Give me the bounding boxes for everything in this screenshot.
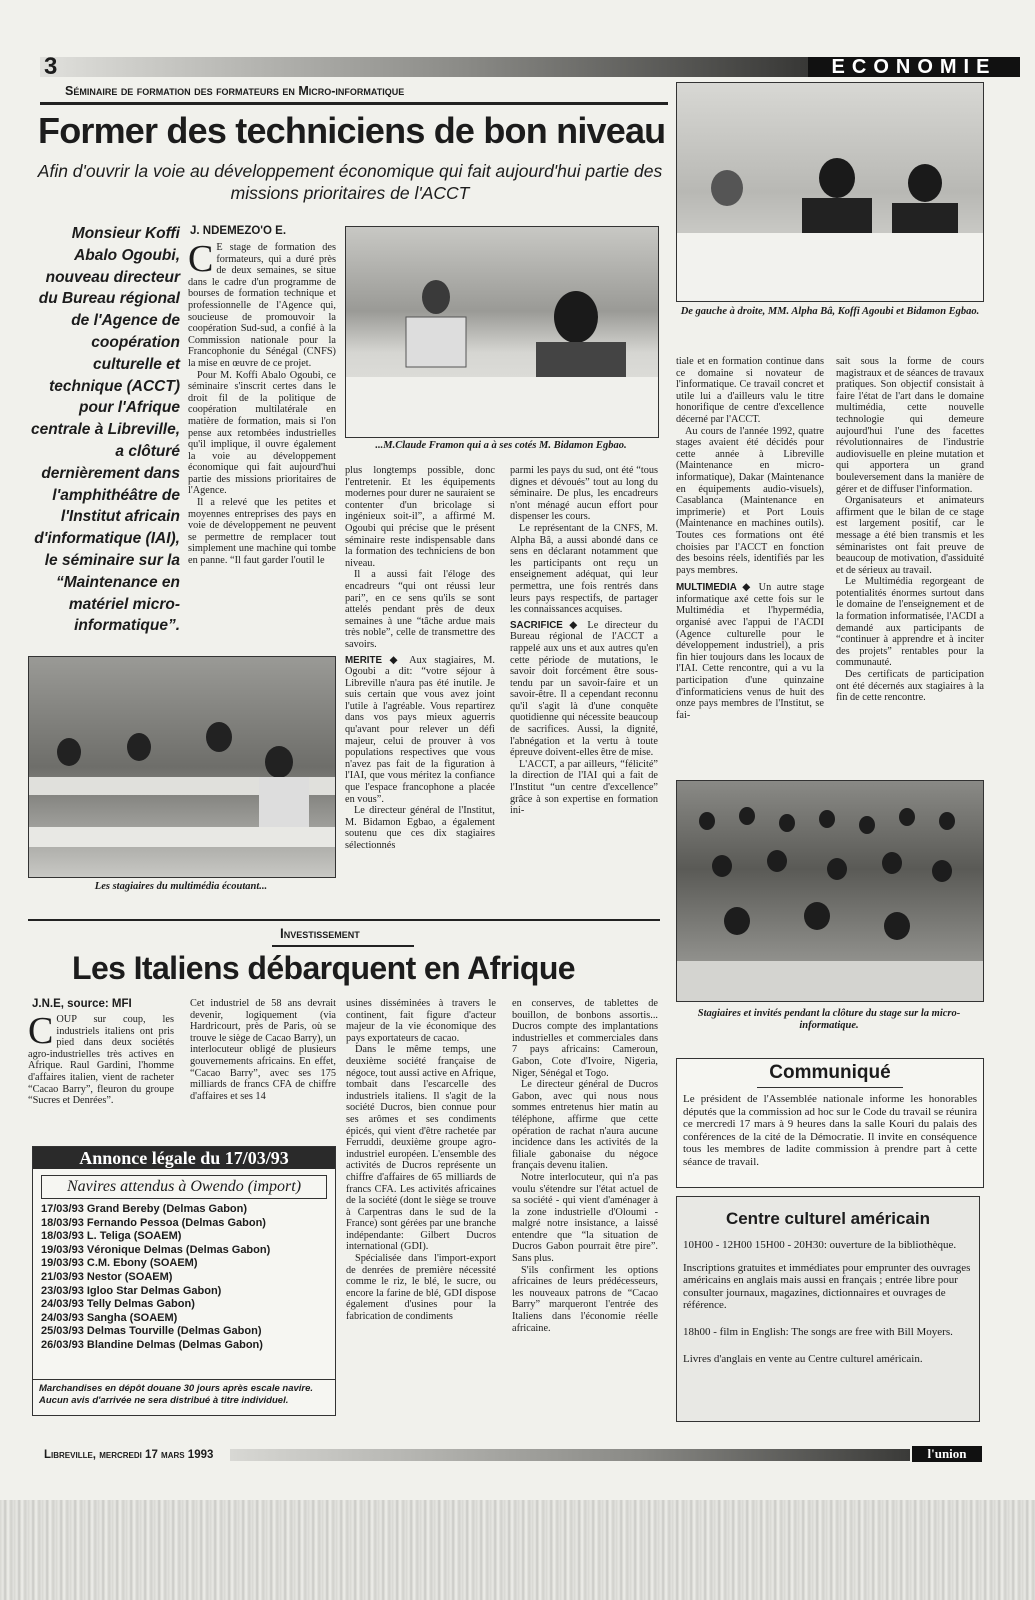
photo-classroom-graphic [29,657,335,877]
text: Un autre stage informatique axé cette fois sur le Multimédia et l'hypermédia, organisé avec l'appui de l'ACDI (Agence culturelle pour le développement industriel), a pris fin hier toujours dans les locaux de l'IAI. Cette rencontre, qui a vu la participation d'une quinzaine d'informaticiens venus de huit des onze pays membres de l'Institut, se fai- [676,582,825,721]
article2-top-rule [28,919,660,921]
paragraph: L'ACCT, a par ailleurs, “félicité” la direction de l'IAI qui a fait de l'Institut “un centre d'excellence” grâce à son expertise en formation ini- [510,758,658,817]
scan-noise-band [0,1500,1035,1600]
diamond-icon: ◆ [389,654,403,666]
multimedia-subhead: MULTIMEDIA [676,582,737,594]
article2-dropcap: C [28,1010,54,1052]
paragraph: en conserves, de tablettes de bouillon, de bonbons assortis... Ducros compte des implantations industrielles et commerciales dans 7 pays africains: Cameroun, Gabon, Cote d'Ivoire, Nigeria, Niger, Sénégal et Togo. [512,998,658,1079]
article2-kicker: Investissement [280,926,360,941]
article1-deck: Afin d'ouvrir la voie au développement économique qui fait aujourd'hui partie des missions prioritaires de l'ACCT [37,161,663,203]
annonce-title: Annonce légale du 17/03/93 [33,1147,335,1169]
paragraph: E stage de formation des formateurs, qui a duré près de deux semaines, se situe dans le cadre d'un programme de bourses de formation technique et professionnelle de l'Agence qui, soucieuse de promouvoir la coopération Sud-sud, a confié à la Commission nationale pour la Francophonie du Sénégal (CNFS) la mise en œuvre de ce projet. [188,242,336,369]
centre-line: 18h00 - film in English: The songs are free with Bill Moyers. [683,1325,953,1338]
communique-title: Communiqué [769,1062,891,1083]
ship-row: 19/03/93 Véronique Delmas (Delmas Gabon) [41,1243,271,1256]
article1-col2 [345,465,495,852]
photo-audience-graphic [677,781,983,1001]
page-header [40,53,997,80]
article1-headline: Former des techniciens de bon niveau [38,110,666,151]
diamond-icon: ◆ [742,582,754,594]
paragraph: sait sous la forme de cours magistraux et de séances de travaux pratiques. Son objectif consistait à faire l'état de l'art dans le domaine multimédia, cette nouvelle technologie qui demeure aujourd'hui l'une des facettes révolutionnaires de l'industrie audiovisuelle en pleine mutation et qui apportera un grand bouleversement dans la manière de gérer et de diffuser l'information. [836,356,984,495]
paragraph: Notre interlocuteur, qui n'a pas voulu s'étendre sur l'état actuel de sa société - qui vient d'aménager à la zone industrielle d'Oloumi - malgré notre insistance, a laissé entendre que “la situation de Ducros Gabon pourrait être pire”. Sans plus. [512,1171,658,1265]
paragraph: Le représentant de la CNFS, M. Alpha Bâ, a aussi abondé dans ce sens en déclarant notamment que les participants ont reçu un enseignement adéquat, qui leur permettra, une fois rentrés dans leurs pays respectifs, de partager les connaissances acquises. [510,522,658,616]
ship-row: 25/03/93 Delmas Tourville (Delmas Gabon) [41,1325,262,1338]
ship-list [41,1203,331,1353]
ship-row: 24/03/93 Telly Delmas Gabon) [41,1298,195,1311]
page-footer [40,1446,986,1464]
paragraph: Le directeur général de Ducros Gabon, avec qui nous nous sommes entretenus hier matin au téléphone, affirme que cette opération de rachat n'aura aucune incidence dans les activités de la filiale gabonaise du négoce français devenu italien. [512,1079,658,1172]
paragraph: Spécialisée dans l'import-export de denrées de première nécessité comme le riz, le blé, le sucre, ou encore la farine de blé, GDI dispose également d'usines pour la fabrication de condiments [346,1253,496,1323]
paragraph: tiale et en formation continue dans ce domaine si novateur de l'informatique. Ce travail concret et utile lui a d'ailleurs valu le titre honorifique de centre d'excellence décerné par l'ACCT. [676,356,824,425]
kicker-rule [40,102,668,105]
photo-officials-graphic [677,83,983,301]
article1-lead: Monsieur Koffi Abalo Ogoubi, nouveau directeur du Bureau régional de l'Agence de coopération culturelle et technique (ACCT) pour l'Afrique centrale à Libreville, a clôturé dernièrement dans l'amphithéâtre de l'Institut africain d'informatique (IAI), le séminaire sur la “Maintenance en matériel micro-informatique”. [30,225,180,635]
multimedia-paragraph [676,582,824,721]
article2-col4 [512,998,658,1334]
merite-subhead: MERITE [345,654,383,666]
photo-figures-graphic [346,227,658,437]
communique-title-rule [757,1087,903,1088]
ship-row: 23/03/93 Igloo Star Delmas Gabon) [41,1284,222,1297]
paragraph: usines disséminées à travers le continent, fait figure d'acteur majeur de la vie économique des pays exportateurs de cacao. [346,998,496,1044]
footer-dateline: Libreville, mercredi 17 mars 1993 [44,1449,214,1461]
ship-row: 17/03/93 Grand Bereby (Delmas Gabon) [41,1203,248,1215]
photo-three-officials [676,82,984,302]
communique-text: Le président de l'Assemblée nationale informe les honorables députés que la commission ad hoc sur le Code du travail se réunira ce mercredi 17 mars à 9 heures dans la salle Kouri du palais des conférences de la cité de la Démocratie. Il invite en conséquence tous les membres de ladite commission à prendre part à cette séance de travail. [683,1093,977,1168]
footer-paper-name: l'union [912,1446,982,1462]
paragraph: Pour M. Koffi Abalo Ogoubi, ce séminaire s'inscrit certes dans le droit fil de la politique de coopération multilatérale en matière de formation, mais si l'on pense aux retombées industrielles qu'il implique, il ouvre également la voie au développement économique qui fait aujourd'hui partie des missions prioritaires de l'Agence. [188,369,336,497]
caption-middle: ...M.Claude Framon qui a à ses cotés M. Bidamon Egbao. [375,440,627,451]
section-label: ECONOMIE [808,57,1020,77]
article2-byline: J.N.E, source: MFI [32,998,132,1010]
ship-row: 26/03/93 Blandine Delmas (Delmas Gabon) [41,1338,263,1351]
footer-gradient-bar [230,1449,910,1461]
paragraph: Dans le même temps, une deuxième société française de négoce, tout aussi active en Afrique, tombait dans l'escarcelle des industriels italiens. Il s'agit de la société Ducros, bien connue pour ses arômes et ses condiments épicés, qui vient d'être rachetée par Ferruddi, deuxième groupe agro-industriel européen. L'ensemble des activités de Ducros représente un chiffre d'affaires de 65 milliards de francs CFA. Les activités africaines de la société (dont le siège se trouve à Carpentras dans le sud de la France) sont gérées par une branche indépendante: Gilbert Ducros international (GDI). [346,1044,496,1253]
article1-byline: J. NDEMEZO'O E. [190,225,287,237]
text: Le directeur du Bureau régional de l'ACCT a rappelé aux uns et aux autres qu'en cette période de mutations, le savoir doit forcément être sous-tendu par un savoir-faire et un savoir-être. Il a cependant reconnu qu'il s'agit là d'une conquête quotidienne qui nécessite beaucoup de sacrifices. Aussi, la dignité, l'abnégation et la vertu à toute épreuve doivent-elles être de mise. [510,619,658,759]
article1-dropcap: C [188,238,214,280]
article2-col3 [346,998,496,1323]
annonce-subtitle: Navires attendus à Owendo (import) [41,1175,327,1199]
diamond-icon: ◆ [569,619,581,631]
article2-kicker-rule [272,945,414,947]
paragraph: Au cours de l'année 1992, quatre stages avaient été décidés pour cette année à Libreville (Maintenance en micro-informatique), Dakar (Maintenance en équipements audio-visuels), Casablanca (Maintenance en imprimerie) et Port Louis (Maintenance en machines outils). Toutes ces formations ont été choisies par l'ACCT en fonction des besoins réels, identifiés par les pays membres. [676,425,824,576]
article1-col1 [188,238,336,567]
caption-right-bottom: Stagiaires et invités pendant la clôture du stage sur la micro-informatique. [697,1008,961,1031]
article2-col2 [190,998,336,1102]
paragraph: plus longtemps possible, donc l'entretenir. Et les équipements modernes pour durer ne sauraient se contenter d'un bricolage si ingénieux soit-il”, a affirmé M. Ogoubi qui précise que le présent séminaire reste indispensable dans la formation des techniciens de bon niveau. [345,465,495,569]
paragraph: Des certificats de participation ont été décernés aux stagiaires à la fin de cette rencontre. [836,669,984,704]
annonce-box [32,1146,336,1416]
paragraph: Il a aussi fait l'éloge des encadreurs “qui ont réussi leur pari”, en ce sens qu'ils se sont attelés pendant près de deux semaines à une “tâche ardue mais très noble”, celle de transmettre des savoirs. [345,569,495,650]
article1-col4 [676,356,824,721]
article1-kicker: Séminaire de formation des formateurs en Micro-informatique [65,84,405,98]
centre-box [676,1196,980,1422]
paragraph: parmi les pays du sud, ont été “tous dignes et dévoués” tout au long du séminaire. De plus, les encadreurs n'ont ménagé aucun effort pour dispenser les cours. [510,465,658,523]
text: Aux stagiaires, M. Ogoubi a dit: “votre séjour à Libreville n'aura pas été inutile. Je suis certain que vous avez joint l'utile à l'agréable. Vous repartirez dans vos pays mieux aguerris qu'avant pour relever un défi majeur, celui de prouver à vos populations respectives que vous n'avez pas fait de la figuration à l'IAI, que vous méritez la confiance que l'espace francophone a placée en vous”. [345,654,495,805]
ship-row: 21/03/93 Nestor (SOAEM) [41,1270,173,1283]
paragraph: Le Multimédia regorgeant de potentialités énormes surtout dans le domaine de l'enseignement et de la formation informatisée, l'ACDI a demandé aux participants de “continuer à apprendre et à inciter des projets” rentables pour la communauté. [836,576,984,669]
ship-row: 24/03/93 Sangha (SOAEM) [41,1311,178,1324]
annonce-notes [33,1379,335,1407]
annonce-note-1: Marchandises en dépôt douane 30 jours après escale navire. [39,1383,314,1394]
article2-headline: Les Italiens débarquent en Afrique [72,950,575,986]
caption-left: Les stagiaires du multimédia écoutant... [94,881,268,892]
centre-line: 10H00 - 12H00 15H00 - 20H30: ouverture de la bibliothèque. [683,1239,957,1251]
article1-col5 [836,356,984,704]
ship-row: 18/03/93 L. Teliga (SOAEM) [41,1230,182,1243]
photo-classroom-left [28,656,336,878]
ship-row: 19/03/93 C.M. Ebony (SOAEM) [41,1257,198,1270]
communique-box [676,1058,984,1188]
paragraph: Le directeur général de l'Institut, M. Bidamon Egbao, a également soutenu que ces dix stagiaires sélectionnés [345,805,495,851]
centre-line: Inscriptions gratuites et immédiates pour emprunter des ouvrages américains en anglais mais aussi en français ; entrée libre pour consulter journaux, magazines, dictionnaires et ouvrages de référence. [683,1261,971,1312]
centre-title: Centre culturel américain [725,1209,931,1228]
article1-col3 [510,465,658,817]
photo-framon-egbao [345,226,659,438]
paragraph: OUP sur coup, les industriels italiens ont pris pied dans deux sociétés agro-industrielles très actives en Afrique. Raul Gardini, l'homme d'affaires italien, vient de racheter “Cacao Barry”, fleuron du groupe “Sucres et Denrées”. [28,1014,174,1107]
paragraph: S'ils confirment les options africaines de leurs prédécesseurs, les nouveaux patrons de “Cacao Barry” marqueront l'entrée des Italiens dans l'économie réelle africaine. [512,1264,658,1334]
caption-top-right: De gauche à droite, MM. Alpha Bâ, Koffi Agoubi et Bidamon Egbao. [680,306,980,317]
merite-paragraph [345,655,495,806]
paragraph: Il a relevé que les petites et moyennes entreprises des pays en voie de développement ne peuvent se permettre de remplacer tout simplement une machine qui tombe en panne. “Il faut garder l'outil le [188,497,336,567]
page-number: 3 [44,53,58,80]
annonce-note-2: Aucun avis d'arrivée ne sera distribué à titre individuel. [39,1395,289,1406]
paragraph: Organisateurs et animateurs affirment que le bilan de ce stage est largement positif, car le message a été bien transmis et les séminaristes ont fait preuve de beaucoup de motivation, d'assiduité et de sérieux au travail. [836,495,984,576]
ship-row: 18/03/93 Fernando Pessoa (Delmas Gabon) [41,1216,266,1229]
article2-col1 [28,1010,174,1107]
photo-closing-ceremony [676,780,984,1002]
centre-line: Livres d'anglais en vente au Centre culturel américain. [683,1352,923,1365]
paragraph: Cet industriel de 58 ans devrait devenir, logiquement (via Hardricourt, près de Paris, où se trouve le siège de Cacao Barry), un interlocuteur obligé de plusieurs gouvernements africains. En effet, “Cacao Barry”, avec ses 175 milliards de francs CFA de chiffre d'affaires et ses 14 [190,998,336,1102]
sacrifice-subhead: SACRIFICE [510,619,563,631]
sacrifice-paragraph [510,620,658,759]
centre-lines [683,1239,973,1365]
